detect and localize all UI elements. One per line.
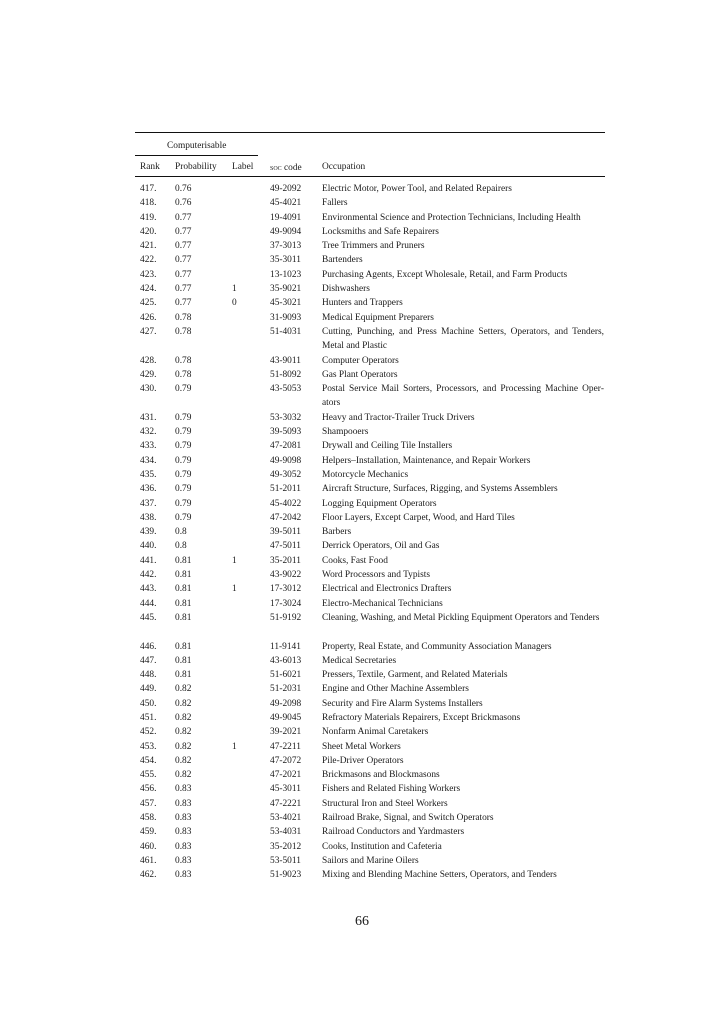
probability-cell: 0.82 — [175, 727, 192, 738]
rank-cell: 417. — [140, 184, 157, 194]
soc-code-cell: 53-5011 — [270, 855, 301, 866]
soc-code-cell: 53-3032 — [270, 412, 302, 423]
table-row — [0, 840, 724, 854]
occupation-cell: Aircraft Structure, Surfaces, Rigging, and Systems Assemblers — [322, 484, 558, 495]
probability-cell: 0.76 — [175, 184, 192, 194]
table-row — [0, 740, 724, 754]
column-header-probability: Probability — [175, 162, 217, 172]
rank-cell: 442. — [140, 570, 157, 581]
occupation-cell: Electric Motor, Power Tool, and Related Repairers — [322, 184, 512, 194]
soc-code-cell: 39-5093 — [270, 427, 302, 438]
soc-code-cell: 51-9023 — [270, 870, 302, 881]
rank-cell: 446. — [140, 641, 157, 652]
soc-code-cell: 35-9021 — [270, 284, 302, 295]
table-row — [0, 296, 724, 310]
rank-cell: 424. — [140, 284, 157, 295]
probability-cell: 0.79 — [175, 412, 192, 423]
rank-cell: 419. — [140, 212, 157, 223]
table-row — [0, 354, 724, 368]
table-row — [0, 225, 724, 239]
probability-cell: 0.77 — [175, 212, 192, 223]
rank-cell: 418. — [140, 198, 157, 209]
probability-cell: 0.79 — [175, 455, 192, 466]
label-cell: 1 — [232, 584, 237, 595]
soc-code-cell: 43-9022 — [270, 570, 302, 581]
soc-code-cell: 49-2098 — [270, 698, 302, 709]
soc-code-cell: 49-9098 — [270, 455, 302, 466]
probability-cell: 0.79 — [175, 484, 192, 495]
soc-code-cell: 35-2012 — [270, 841, 302, 852]
probability-cell: 0.83 — [175, 855, 192, 866]
probability-cell: 0.77 — [175, 241, 192, 252]
occupation-cell: Heavy and Tractor-Trailer Truck Drivers — [322, 412, 475, 423]
soc-code-cell: 47-2081 — [270, 441, 302, 452]
table-row — [0, 539, 724, 553]
probability-cell: 0.81 — [175, 655, 192, 666]
soc-code-cell: 51-2011 — [270, 484, 301, 495]
soc-code-cell: 51-8092 — [270, 369, 302, 380]
occupation-cell: Postal Service Mail Sorters, Processors, and Processing Machine Operators — [322, 384, 604, 409]
soc-code-cell: 47-2042 — [270, 512, 302, 523]
rank-cell: 432. — [140, 427, 157, 438]
probability-cell: 0.77 — [175, 284, 192, 295]
soc-code-cell: 17-3024 — [270, 598, 302, 609]
probability-cell: 0.83 — [175, 870, 192, 881]
probability-cell: 0.81 — [175, 598, 192, 609]
column-header-label: Label — [232, 162, 254, 172]
soc-code-cell: 17-3012 — [270, 584, 302, 595]
table-row — [0, 196, 724, 210]
label-cell: 0 — [232, 298, 237, 309]
soc-code-cell: 47-2072 — [270, 755, 302, 766]
occupation-cell: Pressers, Textile, Garment, and Related Materials — [322, 670, 508, 681]
table-row — [0, 439, 724, 453]
table-row — [0, 711, 724, 725]
occupation-cell: Tree Trimmers and Pruners — [322, 241, 425, 252]
soc-code-cell: 37-3013 — [270, 241, 302, 252]
probability-cell: 0.81 — [175, 584, 192, 595]
occupation-cell: Nonfarm Animal Caretakers — [322, 727, 429, 738]
probability-cell: 0.81 — [175, 570, 192, 581]
probability-cell: 0.82 — [175, 712, 192, 723]
probability-cell: 0.82 — [175, 741, 192, 752]
table-row — [0, 654, 724, 668]
rank-cell: 426. — [140, 312, 157, 323]
rank-cell: 462. — [140, 870, 157, 881]
occupation-cell: Gas Plant Operators — [322, 369, 398, 380]
rank-cell: 438. — [140, 512, 157, 523]
probability-cell: 0.77 — [175, 226, 192, 237]
rank-cell: 428. — [140, 355, 157, 366]
table-row — [0, 497, 724, 511]
table-top-rule — [135, 132, 605, 133]
table-row — [0, 868, 724, 882]
table-row — [0, 582, 724, 596]
occupation-cell: Electrical and Electronics Drafters — [322, 584, 452, 595]
occupation-cell: Railroad Conductors and Yardmasters — [322, 827, 465, 838]
table-row — [0, 697, 724, 711]
rank-cell: 427. — [140, 326, 157, 337]
soc-code-cell: 47-2221 — [270, 798, 302, 809]
soc-code-cell: 53-4031 — [270, 827, 302, 838]
occupation-cell: Electro-Mechanical Technicians — [322, 598, 443, 609]
rank-cell: 456. — [140, 784, 157, 795]
probability-cell: 0.81 — [175, 670, 192, 681]
label-cell: 1 — [232, 555, 237, 566]
table-row — [0, 597, 724, 611]
probability-cell: 0.79 — [175, 441, 192, 452]
soc-code-cell: 43-6013 — [270, 655, 302, 666]
rank-cell: 458. — [140, 813, 157, 824]
table-row — [0, 525, 724, 539]
probability-cell: 0.83 — [175, 798, 192, 809]
table-row — [0, 311, 724, 325]
rank-cell: 422. — [140, 255, 157, 266]
table-row — [0, 640, 724, 654]
rank-cell: 439. — [140, 527, 157, 538]
soc-code-cell: 45-3021 — [270, 298, 302, 309]
table-row — [0, 825, 724, 839]
occupation-cell: Drywall and Ceiling Tile Installers — [322, 441, 453, 452]
soc-code-cell: 51-9192 — [270, 612, 302, 623]
rank-cell: 440. — [140, 541, 157, 552]
rank-cell: 452. — [140, 727, 157, 738]
probability-cell: 0.82 — [175, 770, 192, 781]
probability-cell: 0.79 — [175, 384, 192, 395]
occupation-cell: Bartenders — [322, 255, 363, 266]
occupation-cell: Derrick Operators, Oil and Gas — [322, 541, 440, 552]
occupation-cell: Sheet Metal Workers — [322, 741, 401, 752]
rank-cell: 441. — [140, 555, 157, 566]
table-row — [0, 425, 724, 439]
probability-cell: 0.78 — [175, 312, 192, 323]
table-row — [0, 782, 724, 796]
soc-code-cell: 47-2211 — [270, 741, 301, 752]
probability-cell: 0.83 — [175, 827, 192, 838]
occupation-cell: Railroad Brake, Signal, and Switch Operators — [322, 813, 494, 824]
probability-cell: 0.83 — [175, 813, 192, 824]
soc-code-cell: 49-2092 — [270, 184, 302, 194]
rank-cell: 434. — [140, 455, 157, 466]
soc-code-cell: 45-3011 — [270, 784, 301, 795]
rank-cell: 423. — [140, 269, 157, 280]
probability-cell: 0.77 — [175, 255, 192, 266]
soc-code-cell: 35-2011 — [270, 555, 301, 566]
soc-code-cell: 19-4091 — [270, 212, 302, 223]
occupation-cell: Cooks, Institution and Cafeteria — [322, 841, 442, 852]
rank-cell: 450. — [140, 698, 157, 709]
soc-code-cell: 49-9094 — [270, 226, 302, 237]
table-row — [0, 368, 724, 382]
probability-cell: 0.82 — [175, 684, 192, 695]
probability-cell: 0.81 — [175, 555, 192, 566]
soc-code-cell: 43-5053 — [270, 384, 302, 395]
table-row — [0, 253, 724, 267]
rank-cell: 457. — [140, 798, 157, 809]
rank-cell: 431. — [140, 412, 157, 423]
table-row — [0, 268, 724, 282]
soc-code-cell: 43-9011 — [270, 355, 301, 366]
table-row — [0, 454, 724, 468]
rank-cell: 454. — [140, 755, 157, 766]
probability-cell: 0.78 — [175, 369, 192, 380]
occupation-cell: Sailors and Marine Oilers — [322, 855, 419, 866]
occupation-cell: Property, Real Estate, and Community Association Managers — [322, 641, 552, 652]
rank-cell: 455. — [140, 770, 157, 781]
soc-code-cell: 35-3011 — [270, 255, 301, 266]
column-header-occupation: Occupation — [322, 162, 366, 172]
occupation-cell: Mixing and Blending Machine Setters, Operators, and Tenders — [322, 870, 557, 881]
rank-cell: 448. — [140, 670, 157, 681]
occupation-cell: Engine and Other Machine Assemblers — [322, 684, 469, 695]
occupation-cell: Medical Secretaries — [322, 655, 397, 666]
probability-cell: 0.79 — [175, 427, 192, 438]
rank-cell: 425. — [140, 298, 157, 309]
table-row — [0, 511, 724, 525]
occupation-cell: Word Processors and Typists — [322, 570, 431, 581]
probability-cell: 0.81 — [175, 612, 192, 623]
occupation-cell: Barbers — [322, 527, 352, 538]
probability-cell: 0.76 — [175, 198, 192, 209]
column-header-rank: Rank — [140, 162, 160, 172]
label-cell: 1 — [232, 741, 237, 752]
column-header-soc-code — [270, 161, 302, 174]
occupation-cell: Security and Fire Alarm Systems Installers — [322, 698, 483, 709]
soc-code-cell: 31-9093 — [270, 312, 302, 323]
occupation-cell: Floor Layers, Except Carpet, Wood, and Hard Tiles — [322, 512, 515, 523]
soc-code-cell: 51-2031 — [270, 684, 302, 695]
table-row — [0, 768, 724, 782]
rank-cell: 460. — [140, 841, 157, 852]
rank-cell: 444. — [140, 598, 157, 609]
occupation-cell: Locksmiths and Safe Repairers — [322, 226, 439, 237]
soc-code-cell: 13-1023 — [270, 269, 302, 280]
rank-cell: 436. — [140, 484, 157, 495]
column-group-rule — [135, 155, 258, 156]
occupation-cell: Fallers — [322, 198, 348, 209]
rank-cell: 443. — [140, 584, 157, 595]
probability-cell: 0.78 — [175, 355, 192, 366]
probability-cell: 0.79 — [175, 512, 192, 523]
occupation-cell: Dishwashers — [322, 284, 370, 295]
table-row — [0, 725, 724, 739]
table-row — [0, 282, 724, 296]
probability-cell: 0.8 — [175, 541, 187, 552]
occupation-cell: Cleaning, Washing, and Metal Pickling Equipment Operators and Tenders — [322, 612, 600, 623]
rank-cell: 447. — [140, 655, 157, 666]
probability-cell: 0.78 — [175, 326, 192, 337]
rank-cell: 461. — [140, 855, 157, 866]
rank-cell: 449. — [140, 684, 157, 695]
rank-cell: 445. — [140, 612, 157, 623]
soc-code-cell: 53-4021 — [270, 813, 302, 824]
occupation-cell: Helpers–Installation, Maintenance, and Repair Workers — [322, 455, 531, 466]
occupation-cell: Fishers and Related Fishing Workers — [322, 784, 461, 795]
soc-code-cell: 45-4021 — [270, 198, 302, 209]
rank-cell: 437. — [140, 498, 157, 509]
occupation-cell: Purchasing Agents, Except Wholesale, Retail, and Farm Products — [322, 269, 568, 280]
table-body — [0, 182, 724, 883]
occupation-cell: Hunters and Trappers — [322, 298, 403, 309]
occupation-cell: Pile-Driver Operators — [322, 755, 404, 766]
occupation-cell: Structural Iron and Steel Workers — [322, 798, 448, 809]
probability-cell: 0.82 — [175, 755, 192, 766]
soc-code-suffix: code — [281, 163, 302, 173]
rank-cell: 435. — [140, 469, 157, 480]
label-cell: 1 — [232, 284, 237, 295]
soc-code-cell: 39-2021 — [270, 727, 302, 738]
soc-code-cell: 49-3052 — [270, 469, 302, 480]
probability-cell: 0.83 — [175, 784, 192, 795]
probability-cell: 0.79 — [175, 498, 192, 509]
rank-cell: 429. — [140, 369, 157, 380]
occupation-cell: Medical Equipment Preparers — [322, 312, 434, 323]
probability-cell: 0.83 — [175, 841, 192, 852]
rank-cell: 433. — [140, 441, 157, 452]
soc-code-cell: 11-9141 — [270, 641, 301, 652]
table-row — [0, 754, 724, 768]
probability-cell: 0.79 — [175, 469, 192, 480]
table-row — [0, 797, 724, 811]
soc-code-cell: 49-9045 — [270, 712, 302, 723]
soc-code-cell: 45-4022 — [270, 498, 302, 509]
occupation-cell: Shampooers — [322, 427, 369, 438]
occupation-cell: Cutting, Punching, and Press Machine Setters, Operators, and Tenders, Metal and Plastic — [322, 326, 604, 352]
column-group-header: Computerisable — [167, 141, 227, 151]
table-row — [0, 482, 724, 496]
occupation-cell: Cooks, Fast Food — [322, 555, 388, 566]
soc-code-cell: 39-5011 — [270, 527, 301, 538]
table-row — [0, 382, 724, 411]
soc-code-cell: 51-6021 — [270, 670, 302, 681]
rank-cell: 420. — [140, 226, 157, 237]
rank-cell: 459. — [140, 827, 157, 838]
occupation-cell: Environmental Science and Protection Technicians, Including Health — [322, 212, 581, 223]
table-row — [0, 554, 724, 568]
occupation-cell: Brickmasons and Blockmasons — [322, 770, 440, 781]
occupation-cell: Logging Equipment Operators — [322, 498, 437, 509]
rank-cell: 421. — [140, 241, 157, 252]
table-row — [0, 811, 724, 825]
rank-cell: 453. — [140, 741, 157, 752]
occupation-cell: Computer Operators — [322, 355, 399, 366]
table-header-rule — [135, 176, 605, 177]
probability-cell: 0.77 — [175, 269, 192, 280]
table-row — [0, 682, 724, 696]
table-row — [0, 568, 724, 582]
table-row — [0, 411, 724, 425]
table-row — [0, 239, 724, 253]
table-row — [0, 468, 724, 482]
rank-cell: 451. — [140, 712, 157, 723]
table-row — [0, 325, 724, 354]
soc-code-cell: 47-2021 — [270, 770, 302, 781]
page-number: 66 — [355, 914, 369, 929]
table-row — [0, 211, 724, 225]
probability-cell: 0.82 — [175, 698, 192, 709]
table-row — [0, 182, 724, 196]
soc-code-cell: 47-5011 — [270, 541, 301, 552]
table-row — [0, 854, 724, 868]
probability-cell: 0.81 — [175, 641, 192, 652]
table-row — [0, 668, 724, 682]
rank-cell: 430. — [140, 384, 157, 395]
soc-abbreviation: soc — [270, 162, 282, 172]
occupation-cell: Motorcycle Mechanics — [322, 469, 409, 480]
probability-cell: 0.8 — [175, 527, 187, 538]
table-row — [0, 611, 724, 640]
occupation-cell: Refractory Materials Repairers, Except Brickmasons — [322, 712, 521, 723]
soc-code-cell: 51-4031 — [270, 326, 302, 337]
probability-cell: 0.77 — [175, 298, 192, 309]
